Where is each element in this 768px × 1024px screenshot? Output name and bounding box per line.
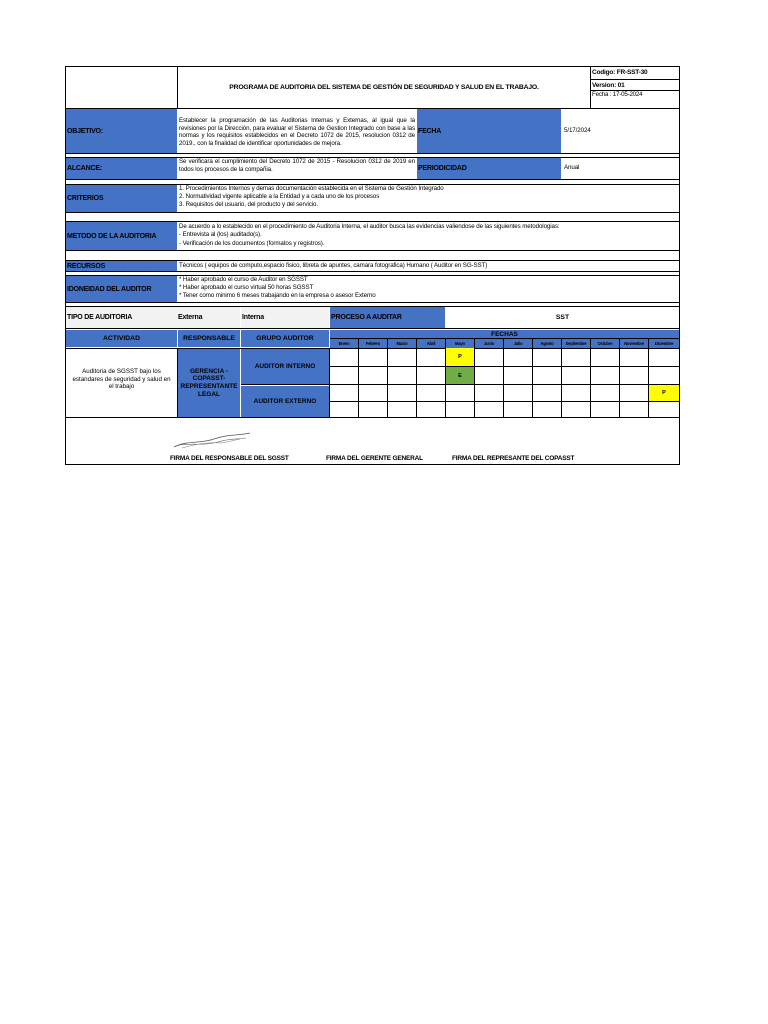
document-version: Version: 01	[592, 82, 625, 89]
fecha-label: FECHA	[417, 109, 561, 153]
month-agosto: Agosto	[533, 339, 562, 348]
tipo-interna: Interna	[241, 307, 329, 328]
responsable-text: GERENCIA - COPASST- REPRESENTANTE LEGAL	[178, 349, 240, 417]
month-julio: Julio	[504, 339, 533, 348]
row-line	[65, 328, 680, 329]
grid-cell	[388, 348, 417, 367]
grid-cell	[620, 348, 649, 367]
auditor-externo-label: AUDITOR EXTERNO	[241, 386, 329, 417]
grid-cell	[649, 348, 679, 367]
criterio-item-2: 2. Normatividad vigente aplicable a la Entidad y a cada uno de los procesos	[179, 193, 380, 200]
grid-cell	[330, 348, 359, 367]
row-line	[65, 302, 680, 303]
document-title: PROGRAMA DE AUDITORIA DEL SISTEMA DE GESTIÓN DE SEGURIDAD Y SALUD EN EL TRABAJO.	[229, 83, 539, 91]
grid-cell	[359, 402, 388, 418]
grid-cell	[533, 402, 562, 418]
document-code: Codigo: FR-SST-30	[592, 69, 648, 76]
proceso-label: PROCESO A AUDITAR	[330, 307, 445, 328]
actividad-text: Auditoria de SGSST bajo los estandares de seguridad y salud en el trabajo	[72, 368, 171, 391]
recursos-text: Técnicos ( equipos de computo,espacio fisico, libreta de apuntes, camara fotografica) Humano ( Auditor en SG-SST)	[179, 262, 488, 269]
month-junio: Junio	[475, 339, 504, 348]
months-header	[330, 339, 679, 348]
row-line	[65, 179, 680, 180]
grid-cell	[446, 402, 475, 418]
month-abril: Abril	[417, 339, 446, 348]
grid-cell	[533, 385, 562, 402]
grid-cell	[562, 348, 591, 367]
grid-cell	[620, 385, 649, 402]
header-divider-right	[590, 66, 591, 108]
grid-cell	[562, 402, 591, 418]
grid-cell	[359, 367, 388, 385]
grid-cell	[649, 367, 679, 385]
metodo-item-1: De acuerdo a lo establecido en el procedimiento de Auditoria Interna, el auditor busca las evidencias valiendose de las siguientes metodologias:	[179, 223, 560, 230]
tipo-externa: Externa	[177, 307, 240, 328]
periodicidad-value: Anual	[564, 164, 580, 171]
fechas-label: FECHAS	[330, 330, 679, 339]
grid-cell	[591, 367, 620, 385]
col-divider	[329, 348, 330, 418]
month-diciembre: Diciembre	[654, 341, 674, 346]
col-actividad: ACTIVIDAD	[66, 330, 177, 347]
fecha-value: 5/17/2024	[564, 127, 591, 134]
idoneidad-item-1: * Haber aprobado el curso de Auditor en SGSST	[179, 276, 308, 283]
grid-cell	[417, 367, 446, 385]
grid-cell	[504, 402, 533, 418]
month-octubre: Octubre	[591, 339, 620, 348]
grid-cell	[330, 402, 359, 418]
grid-cell	[388, 367, 417, 385]
interno-planned-mayo: P	[446, 348, 475, 367]
grid-cell	[533, 367, 562, 385]
row-line	[65, 271, 680, 272]
col-grupo-auditor: GRUPO AUDITOR	[241, 330, 329, 347]
objetivo-label: OBJETIVO:	[66, 109, 177, 153]
idoneidad-item-3: * Tener como minimo 6 meses trabajando en la empresa o asesor Externo	[179, 292, 376, 299]
grid-cell	[388, 402, 417, 418]
metodo-item-2: - Entrevista al (los) auditado(s).	[179, 231, 262, 238]
alcance-text: Se verificara el cumplimiento del Decreto 1072 de 2015 - Resolucion 0312 de 2019 en todos los procesos de la compañia.	[179, 158, 415, 173]
objetivo-text: Establecer la programación de las Auditorias Internas y Externas, al igual que la revisiones por la Dirección, para evaluar el Sistema de Gestion Integrado con base a las normas y los requisitos establecidos en el Decreto 1072 de 2015, resolucion 0312 de 2019., con la finalidad de identificar oportunidades de mejora.	[179, 117, 415, 147]
tipo-label: TIPO DE AUDITORIA	[66, 307, 177, 328]
firma-responsable: FIRMA DEL RESPONSABLE DEL SGSST	[170, 455, 289, 462]
signature-scribble	[170, 430, 254, 452]
row-line	[65, 153, 680, 154]
externo-planned-diciembre: P	[649, 385, 679, 402]
header-line-1	[591, 79, 680, 80]
idoneidad-label: IDONEIDAD DEL AUDITOR	[66, 276, 177, 302]
row-line	[65, 417, 680, 418]
grid-cell	[475, 348, 504, 367]
grid-cell	[533, 348, 562, 367]
grid-cell	[446, 385, 475, 402]
grid-cell	[504, 348, 533, 367]
metodo-item-3: - Verificación de los documentos (formatos y registros).	[179, 240, 325, 247]
firma-gerente: FIRMA DEL GERENTE GENERAL	[326, 455, 423, 462]
recursos-label: RECURSOS	[66, 261, 177, 271]
proceso-value: SST	[555, 314, 570, 321]
interno-executed-mayo: E	[446, 367, 475, 385]
grid-cell	[417, 348, 446, 367]
grid-cell	[620, 402, 649, 418]
grid-cell	[504, 367, 533, 385]
grid-cell	[562, 385, 591, 402]
document-date: Fecha : 17-05-2024	[592, 91, 643, 98]
grid-cell	[417, 402, 446, 418]
grid-cell	[504, 385, 533, 402]
periodicidad-label: PERIODICIDAD	[417, 158, 561, 179]
month-noviembre: Noviembre	[620, 339, 649, 348]
grid-cell	[591, 348, 620, 367]
row-line	[65, 250, 680, 251]
criterios-label: CRITERIOS	[66, 185, 177, 212]
grid-cell	[330, 385, 359, 402]
grid-cell	[475, 402, 504, 418]
grid-cell	[591, 385, 620, 402]
row-line	[65, 212, 680, 213]
metodo-label: METODO DE LA AUDITORIA	[66, 222, 177, 250]
alcance-label: ALCANCE:	[66, 158, 177, 179]
month-enero: Enero	[330, 339, 359, 348]
auditor-interno-label: AUDITOR INTERNO	[241, 349, 329, 385]
criterio-item-3: 3. Requisitos del usuario, del producto y del servicio.	[179, 201, 318, 208]
idoneidad-item-2: * Haber aprobado el curso virtual 50 horas SGSST	[179, 284, 314, 291]
month-mayo: Mayo	[446, 339, 475, 348]
month-marzo: Marzo	[388, 339, 417, 348]
month-grid	[330, 348, 679, 418]
month-septiembre: Septiembre	[562, 339, 591, 348]
grid-cell	[475, 367, 504, 385]
criterio-item-1: 1. Procedimientos Internos y demas documentación establecida en el Sistema de Gestión Integrado	[179, 185, 444, 192]
grid-cell	[620, 367, 649, 385]
grid-cell	[330, 367, 359, 385]
month-febrero: Febrero	[359, 339, 388, 348]
grid-cell	[649, 402, 679, 418]
grid-cell	[475, 385, 504, 402]
firma-copasst: FIRMA DEL REPRESANTE DEL COPASST	[452, 455, 575, 462]
grid-cell	[562, 367, 591, 385]
grid-cell	[359, 348, 388, 367]
grid-cell	[417, 385, 446, 402]
grid-cell	[388, 385, 417, 402]
col-responsable: RESPONSABLE	[178, 330, 240, 347]
grid-cell	[359, 385, 388, 402]
grid-cell	[591, 402, 620, 418]
